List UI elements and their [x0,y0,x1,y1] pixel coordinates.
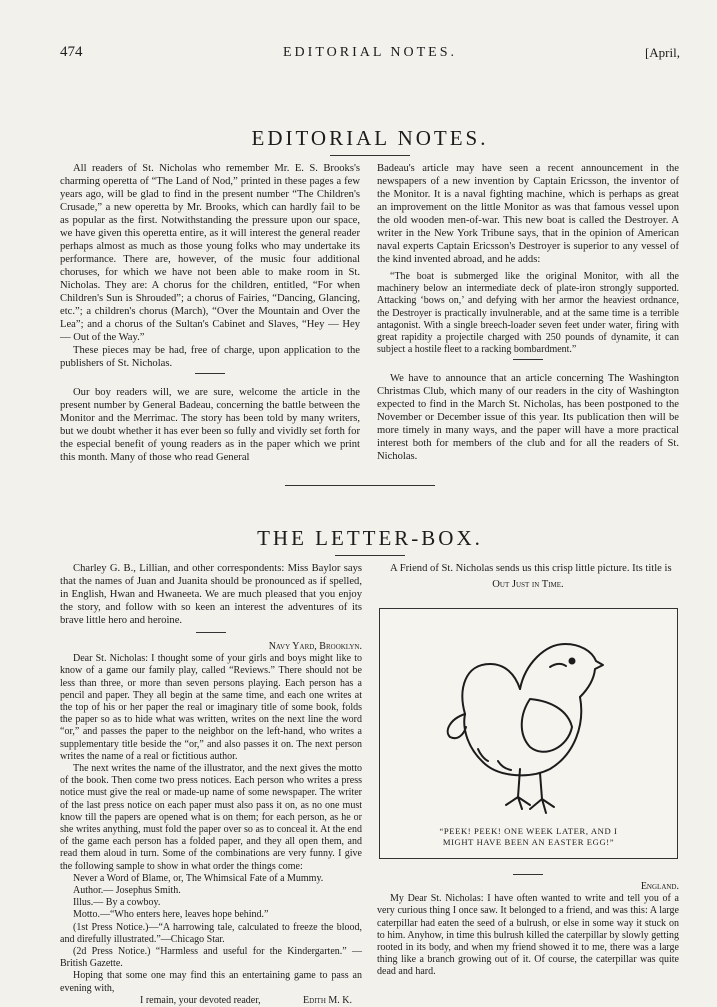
running-title: EDITORIAL NOTES. [283,45,457,60]
chick-illustration-frame [379,608,678,859]
chick-illustration [380,619,677,819]
section-divider [285,485,435,486]
sample-line: Motto.—“Who enters here, leaves hope behind.” [73,909,269,921]
letter-2-paragraph-1: My Dear St. Nicholas: I have often wanted to write and tell you of a very curious thing I once saw. It belonged to a friend, and was this: A large caterpillar had eaten the seed of a bulrush, or else in some way it stuck on to him. Anyhow, in time this bulrush killed the caterpillar by slowly getting rooted in its body, and when my friend showed it to me, there was a large thing like a branch growing out of it. Of course, the caterpillar was quite dead and hard. [377,893,679,978]
letter-1-sign-off: I remain, your devoted reader, [140,994,261,1006]
running-month: [April, [644,45,680,60]
letterbox-title-rule [335,555,405,556]
picture-caption-line: MIGHT HAVE BEEN AN EASTER EGG!” [442,837,615,847]
divider [513,874,543,875]
letterbox-left-column [60,562,362,1007]
letter-1-paragraph-1: Dear St. Nicholas: I thought some of your girls and boys might like to know of a game our family play, called “Reviews.” There should not be less than three, or more than seven persons playing. Each person has a pencil and paper. They all begin at the same time, and each one writes at the top of his or her paper the real or imaginary title of some book, folds the paper so as to hide what was written, writes on the next line the word “or,” and passes the paper to the neighbor on the left-hand, who writes a supplementary title beside the “or,” and also passes it on. The next person writes the name of a real or fictitious author. [60,653,362,762]
editorial-right-column [377,162,679,463]
sample-line: Author.— Josephus Smith. [73,885,181,897]
editorial-paragraph-4: Badeau's article may have seen a recent announcement in the newspapers of a new invention by Captain Ericsson, the inventor of the Monitor. It is a naval fighting machine, which is perhaps as great an improvement on the little Monitor as was that famous vessel upon the old wooden men-of-war. This new boat is called the Destroyer. A writer in the New York Tribune says, that in the opinion of American naval experts Captain Ericsson's Destroyer is superior to any vessel of the kind invented abroad, and he adds: [377,163,679,265]
letter-2-place: England. [640,881,679,892]
letterbox-title: THE LETTER-BOX. [257,526,483,550]
running-header [60,44,680,64]
divider [196,632,226,633]
editorial-paragraph-5: We have to announce that an article concerning The Washington Christmas Club, which many of our readers in the city of Washington expected to find in the March St. Nicholas, has been postponed to the November or December issue of this year. Its publication then will be more timely in many ways, and the paper will have a more practical interest both for members of the club and for all the readers of St. Nicholas. [377,373,679,463]
picture-caption-line: “PEEK! PEEK! ONE WEEK LATER, AND I [439,826,618,836]
friend-intro: A Friend of St. Nicholas sends us this crisp little picture. Its title is [390,563,672,574]
editorial-paragraph-3: Our boy readers will, we are sure, welcome the article in the present number by General Badeau, concerning the battle between the Monitor and the Merrimac. The story has been told by many writers, but we doubt whether it has ever been so fully and vividly set forth for the especial benefit of young readers as in the paper which we print this month. Many of those who read General [60,387,360,463]
sample-line: Never a Word of Blame, or, The Whimsical Fate of a Mummy. [73,872,324,884]
editorial-paragraph-2: These pieces may be had, free of charge, upon application to the publishers of St. Nicholas. [60,345,360,369]
letter-1-paragraph-2: The next writes the name of the illustrator, and the next gives the motto of the book. Then come two press notices. Each person who writes a press notice must give the real or made-up name of some newspaper. The writer of the last press notice on each paper must also pass it on, as no one must know till the papers are opened what is on them; for each person, as he or she writes anything, must fold the paper over so as to conceal it. At the end of the game each person has a folded paper, and they all open them, and read them aloud in turn. Some of the combinations are very funny. I give the following sample to show in what order the things come: [60,763,362,872]
letter-1-place: Navy Yard, Brooklyn. [268,641,362,652]
editorial-left-column [60,162,360,464]
letter-2-column [377,874,679,979]
picture-title: Out Just in Time. [492,579,564,590]
divider [513,359,543,360]
picture-caption [380,826,677,848]
editorial-title: EDITORIAL NOTES. [251,126,489,150]
editorial-quote: “The boat is submerged like the original Monitor, with all the machinery below an intermediate deck of plate-iron strongly supported. Attacking ‘bows on,’ and defying with her armor the heaviest ordnance, the Destroyer is practically invulnerable, and at the same time is a terrible antagonist. With a single breech-loader seven feet under water, firing with great rapidity a projectile charged with 250 pounds of dynamite, it can subject a hostile fleet to a racking bombardment.” [377,271,679,356]
letter-1-signature: Edith M. K. [303,994,352,1006]
sample-line: (2d Press Notice.) “Harmless and useful for the Kindergarten.” —British Gazette. [60,946,362,970]
sample-line: Illus.— By a cowboy. [73,897,161,909]
letterbox-right-column [377,562,679,591]
letterbox-intro: Charley G. B., Lillian, and other correspondents: Miss Baylor says that the names of Juan and Juanita should be pronounced as if spelled, in English, Hwan and Hwaneeta. We are much pleased that you enjoy the story, and follow with so keen an interest the adventures of its brave little hero and heroine. [60,563,362,626]
editorial-title-rule [330,155,410,156]
letter-1-closing: Hoping that some one may find this an entertaining game to pass an evening with, [60,970,362,994]
divider [195,373,225,374]
editorial-paragraph-1: All readers of St. Nicholas who remember Mr. E. S. Brooks's charming operetta of “The Land of Nod,” printed in these pages a few years ago, will be glad to find in the present number “The Children's Crusade,” a new operetta by Mr. Brooks, which can hardly fail to be as popular as the first. Notwithstanding the pressure upon our space, we have given this operetta entire, as it will interest the general reader perhaps almost as much as those young folks who may undertake its performance. There are, however, of the music four additional choruses, for which we have not been able to make room in St. Nicholas. They are: A chorus for the children, entitled, “For when Children's Sun is Shrouded”; a chorus of Fairies, “Dancing, Glancing, etc.”; a children's chorus (March), “Over the Mountain and Over the Lea”; and a chorus of the Sultan's Cabinet and Slaves, “Hey — Hey — Out of the Way.” [60,163,360,343]
page-number: 474 [60,44,83,60]
sample-line: (1st Press Notice.)—“A harrowing tale, calculated to freeze the blood, and direfully illustrated.”—Chicago Star. [60,921,362,945]
